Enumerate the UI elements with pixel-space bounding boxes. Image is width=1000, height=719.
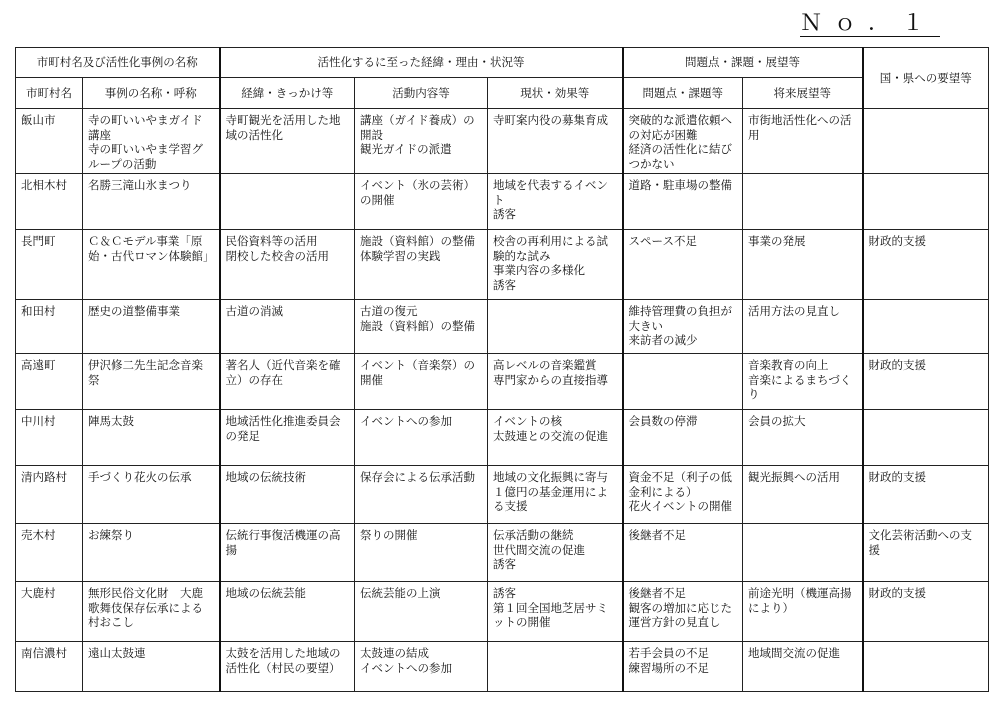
cell-background	[220, 410, 355, 466]
cell-text: 高遠町	[21, 358, 56, 372]
cell-text: 音楽教育の向上	[748, 358, 829, 372]
cell-text: 伝承活動の継続	[493, 528, 574, 542]
cell-text: イベント（音楽祭）の開催	[360, 358, 475, 387]
cell-text: 事業内容の多様化	[493, 263, 585, 277]
cell-text: 地域活性化推進委員会の発足	[225, 414, 341, 443]
cell-problems	[623, 524, 743, 582]
cell-text: 会員の拡大	[748, 414, 806, 428]
page-number: Ｎｏ．１	[800, 12, 940, 37]
cell-municipality	[16, 354, 83, 410]
cell-text: Ｃ＆Ｃモデル事業「原始・古代ロマン体験館」	[88, 234, 215, 263]
cell-municipality	[16, 300, 83, 354]
cell-problems	[623, 174, 743, 230]
cell-background	[220, 174, 355, 230]
cell-text: 誘客	[493, 277, 516, 292]
table-row	[16, 524, 989, 582]
header-activities: 活動内容等	[355, 78, 488, 109]
cell-text: 大鹿村	[21, 586, 56, 600]
cell-effects	[488, 582, 623, 642]
cell-text: 観客の増加に応じた運営方針の見直し	[628, 600, 733, 629]
table-row	[16, 300, 989, 354]
cell-text: 世代間交流の促進	[493, 542, 585, 557]
cell-text: 閉校した校舎の活用	[225, 248, 329, 263]
cell-text: 会員数の停滞	[628, 414, 698, 428]
cell-text: 高レベルの音楽鑑賞	[493, 358, 597, 372]
header-problems: 問題点・課題等	[623, 78, 743, 109]
cell-outlook	[743, 109, 863, 174]
cell-text: 文化芸術活動への支援	[868, 528, 973, 557]
cell-text: 寺町案内役の募集育成	[493, 113, 608, 127]
cell-activities	[355, 582, 488, 642]
cell-municipality	[16, 230, 83, 300]
header-group-issues: 問題点・課題・展望等	[623, 48, 863, 78]
cell-municipality	[16, 642, 83, 692]
header-municipality: 市町村名	[16, 78, 83, 109]
cell-text: 誘客	[493, 557, 516, 571]
cell-text: イベントへの参加	[360, 660, 452, 675]
cell-background	[220, 230, 355, 300]
cell-text: 太鼓を活用した地域の活性化（村民の要望）	[225, 646, 341, 675]
cell-text: 伊沢修二先生記念音楽祭	[88, 358, 203, 387]
cell-text: 専門家からの直接指導	[493, 372, 608, 387]
table-row	[16, 642, 989, 692]
cell-requests	[863, 109, 989, 174]
cell-text: 講座（ガイド養成）の開設	[360, 113, 475, 142]
cell-case-name	[83, 109, 220, 174]
cell-background	[220, 524, 355, 582]
cell-case-name	[83, 230, 220, 300]
cell-text: 活用方法の見直し	[748, 304, 841, 318]
cell-background	[220, 466, 355, 524]
cell-case-name	[83, 642, 220, 692]
cell-effects	[488, 410, 623, 466]
cell-text: イベント（氷の芸術）の開催	[360, 178, 475, 207]
cell-problems	[623, 354, 743, 410]
cell-requests	[863, 230, 989, 300]
cell-text: 民俗資料等の活用	[225, 234, 318, 248]
cell-text: 太鼓連との交流の促進	[493, 428, 608, 443]
header-group-name: 市町村名及び活性化事例の名称	[16, 48, 220, 78]
cell-case-name	[83, 582, 220, 642]
cell-case-name	[83, 466, 220, 524]
cell-text: 第１回全国地芝居サミットの開催	[493, 600, 608, 629]
cell-text: 音楽によるまちづくり	[748, 372, 852, 401]
cell-case-name	[83, 354, 220, 410]
cell-requests	[863, 582, 989, 642]
cell-requests	[863, 642, 989, 692]
cell-text: 市街地活性化への活用	[748, 113, 852, 142]
cell-text: 校舎の再利用による試験的な試み	[493, 234, 608, 263]
cell-effects	[488, 524, 623, 582]
cell-municipality	[16, 466, 83, 524]
cell-text: 祭りの開催	[360, 528, 418, 542]
cell-activities	[355, 300, 488, 354]
cell-effects	[488, 300, 623, 354]
header-background: 経緯・きっかけ等	[220, 78, 355, 109]
cell-activities	[355, 524, 488, 582]
cell-requests	[863, 354, 989, 410]
cell-text: 陣馬太鼓	[88, 414, 134, 428]
cell-activities	[355, 642, 488, 692]
cell-outlook	[743, 230, 863, 300]
cell-activities	[355, 230, 488, 300]
cell-outlook	[743, 524, 863, 582]
cell-activities	[355, 466, 488, 524]
cell-text: 練習場所の不足	[628, 660, 710, 675]
cell-municipality	[16, 109, 83, 174]
cell-background	[220, 300, 355, 354]
cell-municipality	[16, 582, 83, 642]
cell-case-name	[83, 174, 220, 230]
cell-effects	[488, 230, 623, 300]
cell-municipality	[16, 174, 83, 230]
cell-requests	[863, 174, 989, 230]
table-row	[16, 466, 989, 524]
cell-problems	[623, 466, 743, 524]
cell-text: 地域間交流の促進	[748, 646, 841, 660]
cell-text: 維持管理費の負担が大きい	[628, 304, 733, 333]
table-row	[16, 354, 989, 410]
header-outlook: 将来展望等	[743, 78, 863, 109]
cell-requests	[863, 524, 989, 582]
table-row	[16, 174, 989, 230]
cell-text: 和田村	[21, 304, 56, 318]
cell-problems	[623, 642, 743, 692]
cell-text: お練祭り	[88, 528, 134, 542]
cell-text: 財政的支援	[868, 470, 927, 484]
cell-problems	[623, 300, 743, 354]
cell-text: 寺町観光を活用した地域の活性化	[225, 113, 341, 142]
cell-text: 伝統行事復活機運の高揚	[225, 528, 341, 557]
header-case-name: 事例の名称・呼称	[83, 78, 220, 109]
cell-text: 名勝三滝山氷まつり	[88, 178, 192, 192]
cell-activities	[355, 410, 488, 466]
cell-text: 飯山市	[21, 113, 56, 127]
cell-problems	[623, 410, 743, 466]
cell-text: 地域の文化振興に寄与	[493, 470, 608, 484]
cell-text: 伝統芸能の上演	[360, 586, 441, 600]
header-effects: 現状・効果等	[488, 78, 623, 109]
table-row	[16, 109, 989, 174]
cell-effects	[488, 109, 623, 174]
cell-text: 施設（資料館）の整備	[360, 318, 475, 333]
cell-text: 誘客	[493, 207, 516, 221]
table-row	[16, 582, 989, 642]
cell-background	[220, 109, 355, 174]
cell-text: 売木村	[21, 528, 56, 542]
cell-text: 歴史の道整備事業	[88, 304, 180, 318]
cell-effects	[488, 354, 623, 410]
cell-outlook	[743, 410, 863, 466]
cell-text: 中川村	[21, 414, 56, 428]
cell-effects	[488, 642, 623, 692]
cell-text: 古道の消滅	[225, 304, 283, 318]
cell-text: 寺の町いいやま学習グループの活動	[88, 142, 203, 171]
cell-text: 太鼓連の結成	[360, 646, 429, 660]
cell-activities	[355, 109, 488, 174]
cell-text: 地域の伝統芸能	[225, 586, 306, 600]
cell-text: 観光ガイドの派遣	[360, 142, 452, 156]
cell-outlook	[743, 466, 863, 524]
cell-text: 後継者不足	[628, 528, 687, 542]
cell-background	[220, 582, 355, 642]
cell-outlook	[743, 174, 863, 230]
cell-municipality	[16, 410, 83, 466]
header-group-background: 活性化するに至った経緯・理由・状況等	[220, 48, 623, 78]
cell-text: 古道の復元	[360, 304, 418, 318]
cell-text: イベントへの参加	[360, 414, 452, 428]
cell-effects	[488, 174, 623, 230]
header-requests: 国・県への要望等	[863, 48, 989, 109]
cell-text: 長門町	[21, 234, 56, 248]
cell-background	[220, 354, 355, 410]
cell-text: 誘客	[493, 586, 516, 600]
cell-text: 突破的な派遣依頼への対応が困難	[628, 113, 733, 142]
cell-problems	[623, 230, 743, 300]
cell-text: 観光振興への活用	[748, 470, 841, 484]
table-row	[16, 410, 989, 466]
cell-text: 前途光明（機運高揚により）	[748, 586, 852, 615]
cell-effects	[488, 466, 623, 524]
cell-text: スペース不足	[628, 234, 697, 248]
cell-text: イベントの核	[493, 414, 562, 428]
cell-activities	[355, 174, 488, 230]
table-row	[16, 230, 989, 300]
cell-text: 北相木村	[21, 178, 67, 192]
cell-outlook	[743, 642, 863, 692]
cell-text: 資金不足（利子の低金利による）	[628, 470, 733, 499]
case-table	[15, 47, 989, 692]
cell-text: 財政的支援	[868, 358, 927, 372]
cell-text: 財政的支援	[868, 586, 927, 600]
cell-text: 手づくり花火の伝承	[88, 470, 192, 484]
cell-case-name	[83, 524, 220, 582]
cell-text: 事業の発展	[748, 234, 806, 248]
cell-requests	[863, 300, 989, 354]
cell-text: 若手会員の不足	[628, 646, 710, 660]
cell-text: 体験学習の実践	[360, 248, 441, 263]
cell-outlook	[743, 354, 863, 410]
cell-activities	[355, 354, 488, 410]
cell-text: 遠山太鼓連	[88, 646, 146, 660]
cell-text: 財政的支援	[868, 234, 927, 248]
cell-case-name	[83, 300, 220, 354]
cell-requests	[863, 410, 989, 466]
cell-case-name	[83, 410, 220, 466]
cell-text: 地域の伝統技術	[225, 470, 306, 484]
cell-text: 後継者不足	[628, 586, 687, 600]
cell-requests	[863, 466, 989, 524]
cell-text: １億円の基金運用による支援	[493, 484, 608, 513]
cell-outlook	[743, 300, 863, 354]
cell-outlook	[743, 582, 863, 642]
cell-text: 経済の活性化に結びつかない	[628, 142, 733, 171]
cell-text: 清内路村	[21, 470, 67, 484]
cell-text: 著名人（近代音楽を確立）の存在	[225, 358, 341, 387]
cell-text: 無形民俗文化財 大鹿歌舞伎保存伝承による村おこし	[88, 586, 203, 629]
cell-text: 南信濃村	[21, 646, 67, 660]
cell-text: 保存会による伝承活動	[360, 470, 475, 484]
cell-text: 花火イベントの開催	[628, 499, 733, 513]
cell-problems	[623, 109, 743, 174]
cell-text: 施設（資料館）の整備	[360, 234, 475, 248]
cell-text: 地域を代表するイベント	[493, 178, 608, 207]
cell-problems	[623, 582, 743, 642]
cell-text: 来訪者の減少	[628, 333, 698, 347]
cell-text: 道路・駐車場の整備	[628, 178, 733, 192]
cell-municipality	[16, 524, 83, 582]
cell-background	[220, 642, 355, 692]
cell-text: 寺の町いいやまガイド講座	[88, 113, 203, 142]
